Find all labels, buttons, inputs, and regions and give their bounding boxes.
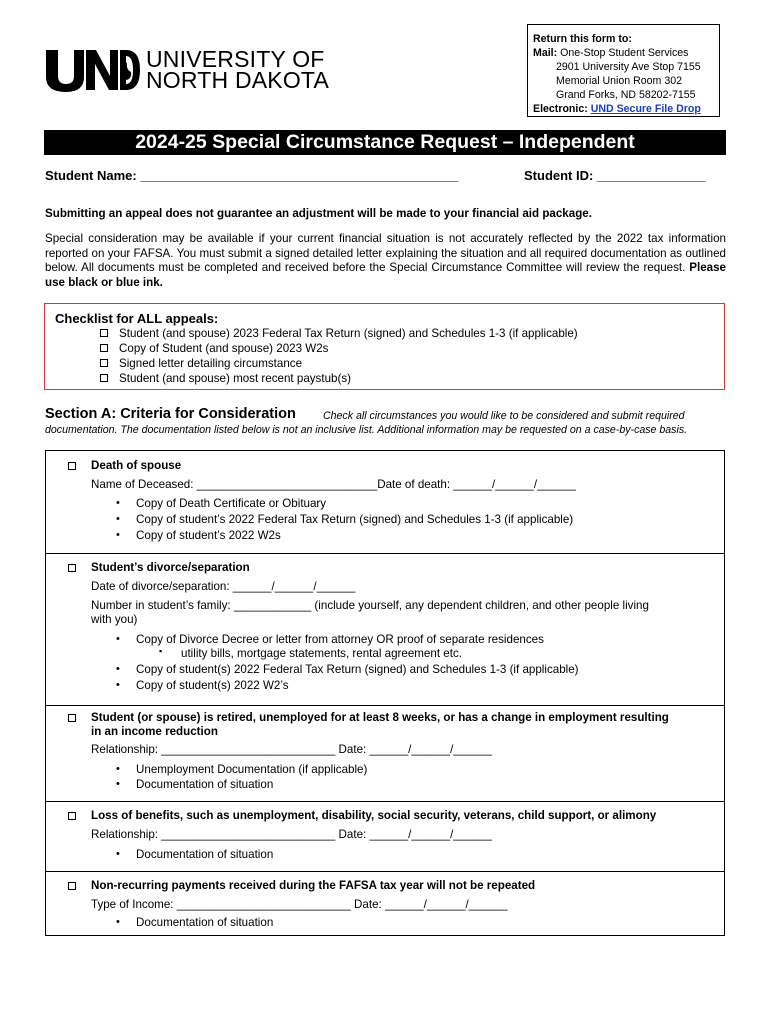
appeal-notice: Submitting an appeal does not guarantee an adjustment will be made to your financial aid package. [45, 207, 592, 220]
criterion-title: Loss of benefits, such as unemployment, disability, social security, veterans, child support, or alimony [91, 809, 657, 822]
bullet-icon: • [116, 916, 120, 928]
checklist-item [100, 357, 302, 370]
und-monogram-icon [44, 48, 140, 92]
doc-item: Copy of student’s 2022 W2s [136, 529, 281, 542]
mail-address-line4: Grand Forks, ND 58202-7155 [556, 89, 696, 101]
relationship-date-line[interactable]: Relationship: ___________________________ Date: ______/______/______ [91, 743, 492, 756]
student-name-field[interactable]: Student Name: ____________________________________________ [45, 168, 459, 183]
criterion-checkbox[interactable] [68, 712, 76, 725]
doc-item: Documentation of situation [136, 916, 274, 929]
criterion-checkbox[interactable] [68, 810, 76, 823]
bullet-icon: • [116, 663, 120, 675]
criterion-checkbox[interactable] [68, 880, 76, 893]
mail-address-line2: 2901 University Ave Stop 7155 [556, 61, 701, 73]
electronic-line [533, 102, 719, 116]
checklist-item-label: Student (and spouse) most recent paystub(s) [119, 372, 351, 385]
income-type-date-line[interactable]: Type of Income: ___________________________ Date: ______/______/______ [91, 898, 508, 911]
checklist-item-label: Copy of Student (and spouse) 2023 W2s [119, 342, 329, 355]
bullet-icon: • [116, 848, 120, 860]
bullet-icon: • [116, 778, 120, 790]
doc-item: Copy of student(s) 2022 Federal Tax Return (signed) and Schedules 1-3 (if applicable) [136, 663, 579, 676]
logo-wordmark [146, 46, 330, 93]
square-bullet-icon: ▪ [159, 646, 163, 656]
doc-item: Copy of student’s 2022 Federal Tax Return (signed) and Schedules 1-3 (if applicable) [136, 513, 574, 526]
bullet-icon: • [116, 497, 120, 509]
secure-file-drop-link[interactable]: UND Secure File Drop [590, 103, 701, 115]
return-heading: Return this form to: [533, 33, 632, 45]
criterion-death-of-spouse [45, 450, 725, 553]
student-id-field[interactable]: Student ID: _______________ [524, 168, 706, 183]
intro-paragraph [45, 232, 726, 290]
bullet-icon: • [116, 633, 120, 645]
section-a-note-line1: Check all circumstances you would like to be considered and submit required [323, 410, 685, 422]
intro-text: Special consideration may be available if your current financial situation is not accurately reflected by the 2022 tax information reported on your FAFSA. You must submit a signed detailed letter explaining the situation and all required documentation as outlined below. All documents must be completed and received before the Special Circumstance Committee will review the request. [45, 232, 726, 274]
checklist-item-label: Signed letter detailing circumstance [119, 357, 303, 370]
criterion-title-cont: in an income reduction [91, 725, 218, 738]
criterion-retired-unemployed [45, 705, 725, 801]
doc-item: Documentation of situation [136, 778, 274, 791]
section-a-title: Section A: Criteria for Consideration [45, 406, 296, 422]
electronic-label: Electronic: [533, 103, 588, 115]
checkbox-icon[interactable] [68, 564, 76, 572]
ink-instruction: Please use black or blue ink. [45, 261, 726, 289]
family-number-line-cont: with you) [91, 613, 138, 626]
mail-address-line3: Memorial Union Room 302 [556, 75, 683, 87]
bullet-icon: • [116, 763, 120, 775]
doc-item: Copy of Death Certificate or Obituary [136, 497, 327, 510]
doc-sub-item: utility bills, mortgage statements, rental agreement etc. [181, 647, 462, 660]
checkbox-icon[interactable] [100, 374, 108, 382]
family-number-line[interactable]: Number in student’s family: ____________ (include yourself, any dependent children, and other people living [91, 599, 649, 612]
checklist-item [100, 342, 328, 355]
checkbox-icon[interactable] [68, 812, 76, 820]
checklist-item [100, 372, 351, 385]
checkbox-icon[interactable] [68, 462, 76, 470]
mail-label: Mail: [533, 47, 558, 59]
checklist-item-label: Student (and spouse) 2023 Federal Tax Return (signed) and Schedules 1-3 (if applicable) [119, 327, 578, 340]
mail-line [533, 46, 719, 60]
checklist-box [44, 303, 725, 390]
criterion-non-recurring-payments [45, 871, 725, 936]
checkbox-icon[interactable] [68, 714, 76, 722]
form-title: 2024-25 Special Circumstance Request – Independent [44, 130, 726, 155]
criterion-title: Student (or spouse) is retired, unemployed for at least 8 weeks, or has a change in employment resulting [91, 711, 669, 724]
doc-item: Documentation of situation [136, 848, 274, 861]
logo-line-1: UNIVERSITY OF [146, 46, 325, 72]
doc-item: Copy of Divorce Decree or letter from attorney OR proof of separate residences [136, 633, 544, 646]
checkbox-icon[interactable] [100, 329, 108, 337]
return-address-box [527, 24, 720, 117]
criterion-loss-of-benefits [45, 801, 725, 871]
section-a-note-line2: documentation. The documentation listed below is not an inclusive list. Additional information may be requested on a case-by-case basis. [45, 424, 688, 436]
checkbox-icon[interactable] [68, 882, 76, 890]
logo-line-2: NORTH DAKOTA [146, 67, 330, 93]
relationship-date-line[interactable]: Relationship: ___________________________ Date: ______/______/______ [91, 828, 492, 841]
bullet-icon: • [116, 679, 120, 691]
bullet-icon: • [116, 513, 120, 525]
deceased-name-line[interactable]: Name of Deceased: ____________________________Date of death: ______/______/______ [91, 478, 576, 491]
doc-item: Copy of student(s) 2022 W2’s [136, 679, 289, 692]
und-logo [44, 46, 329, 94]
doc-item: Unemployment Documentation (if applicable) [136, 763, 368, 776]
checkbox-icon[interactable] [100, 359, 108, 367]
mail-address-line1: One-Stop Student Services [560, 47, 689, 59]
checklist-title: Checklist for ALL appeals: [55, 311, 219, 326]
bullet-icon: • [116, 529, 120, 541]
criterion-divorce-separation [45, 553, 725, 705]
criterion-title: Student’s divorce/separation [91, 561, 250, 574]
criterion-title: Non-recurring payments received during the FAFSA tax year will not be repeated [91, 879, 536, 892]
criterion-checkbox[interactable] [68, 562, 76, 575]
divorce-date-line[interactable]: Date of divorce/separation: ______/______/______ [91, 580, 356, 593]
criterion-checkbox[interactable] [68, 460, 76, 473]
criterion-title: Death of spouse [91, 459, 182, 472]
checklist-item [100, 327, 578, 340]
checkbox-icon[interactable] [100, 344, 108, 352]
